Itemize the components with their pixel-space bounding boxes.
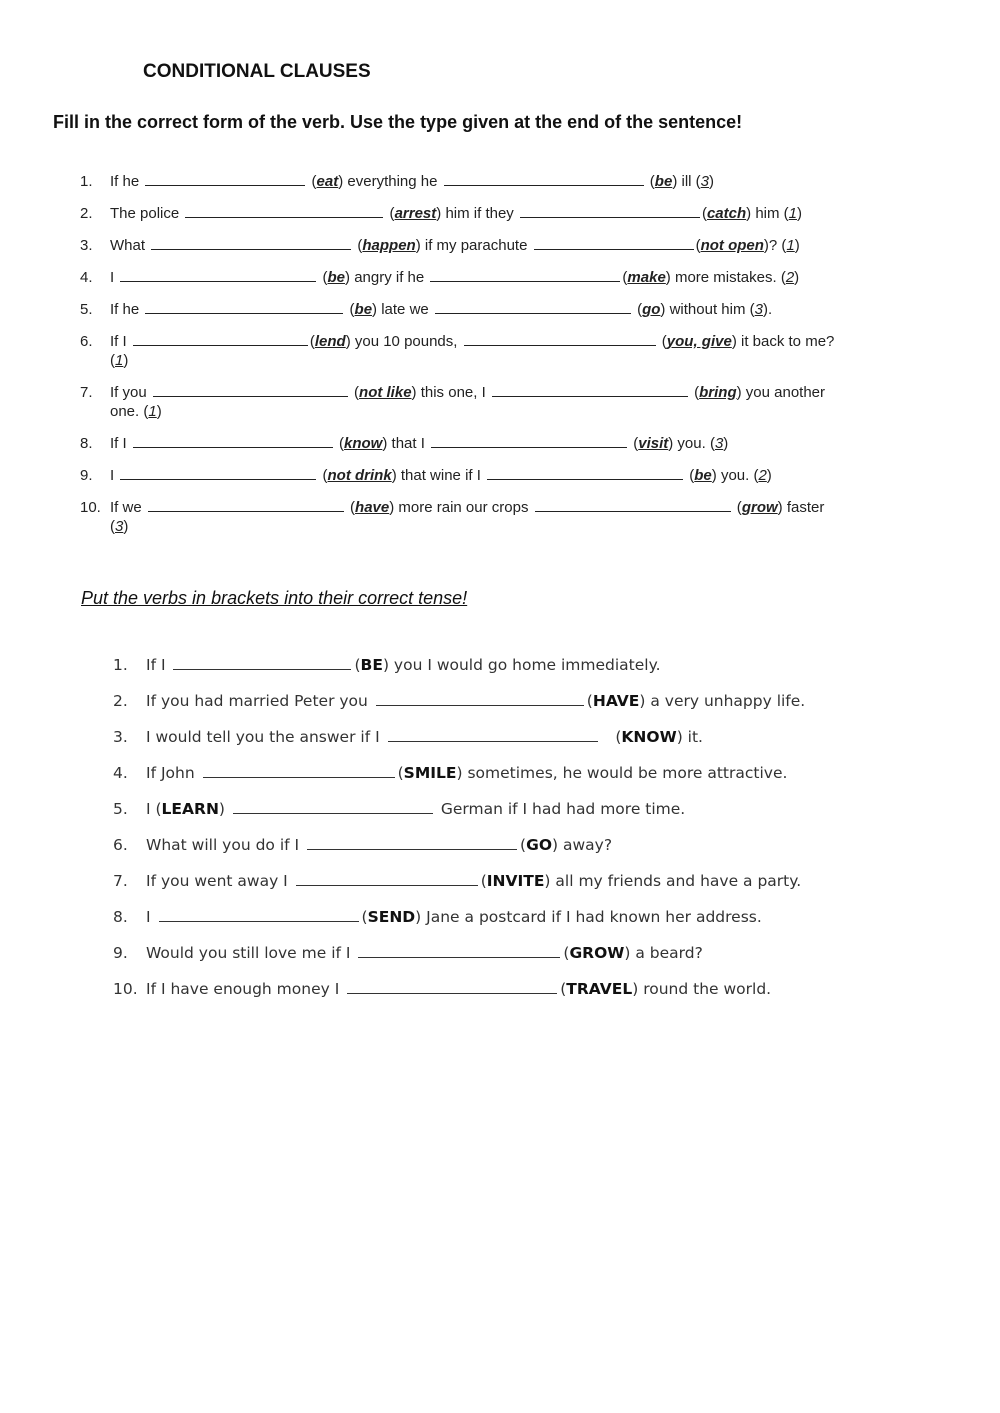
verb-hint: grow — [741, 499, 778, 516]
verb-hint: KNOW — [621, 728, 677, 746]
item-text: ill ( — [681, 173, 701, 190]
answer-blank[interactable] — [534, 236, 694, 250]
verb-hint: HAVE — [592, 692, 640, 710]
exercise-1-item: 8. If I (know) that I (visit) you. (3) — [80, 435, 729, 452]
item-number: 3. — [113, 728, 128, 746]
item-text: faster ( — [110, 499, 825, 535]
verb-hint: TRAVEL — [566, 980, 633, 998]
answer-blank[interactable] — [151, 236, 351, 250]
answer-blank[interactable] — [120, 268, 316, 282]
exercise-1-item: 10. If we (have) more rain our crops (grow) faster (3) — [80, 499, 825, 535]
verb-hint: BE — [360, 656, 383, 674]
exercise-1-item: 5. If he (be) late we (go) without him (3). — [80, 301, 773, 318]
verb-hint: LEARN — [161, 800, 219, 818]
conditional-type: 2 — [758, 467, 767, 484]
item-number: 2. — [113, 692, 128, 710]
item-number: 8. — [113, 908, 128, 926]
item-text: a beard? — [635, 944, 703, 962]
verb-hint: be — [694, 467, 712, 484]
answer-blank[interactable] — [153, 383, 348, 397]
worksheet-title: CONDITIONAL CLAUSES — [143, 61, 371, 82]
item-text: everything he — [347, 173, 438, 190]
item-text: round the world. — [643, 980, 772, 998]
verb-hint: not like — [359, 384, 412, 401]
item-text: ) — [794, 237, 800, 254]
item-text: you another one. ( — [110, 384, 826, 420]
answer-blank[interactable] — [520, 204, 700, 218]
conditional-type: 3 — [115, 518, 124, 535]
conditional-type: 1 — [115, 352, 124, 369]
item-number: 4. — [80, 269, 93, 286]
conditional-type: 3 — [700, 173, 709, 190]
answer-blank[interactable] — [358, 943, 560, 958]
item-text: without him ( — [669, 301, 755, 318]
item-text: If I — [110, 333, 127, 350]
item-text: I — [146, 908, 151, 926]
item-text: ) — [156, 403, 162, 420]
item-text: a very unhappy life. — [650, 692, 806, 710]
item-text: him if they — [445, 205, 514, 222]
exercise-2-item: 6. What will you do if I (GO) away? — [113, 833, 833, 869]
answer-blank[interactable] — [435, 300, 631, 314]
item-text: If I — [146, 656, 166, 674]
item-text: I ( — [146, 800, 162, 818]
verb-hint: bring — [699, 384, 737, 401]
exercise-1-item: 9. I (not drink) that wine if I (be) you. (2) — [80, 467, 772, 484]
item-number: 7. — [80, 384, 93, 401]
answer-blank[interactable] — [148, 498, 344, 512]
answer-blank[interactable] — [173, 655, 351, 670]
conditional-type: 3 — [754, 301, 763, 318]
exercise-2-item: 8. I (SEND) Jane a postcard if I had known her address. — [113, 905, 833, 941]
answer-blank[interactable] — [444, 172, 644, 186]
item-text: all my friends and have a party. — [555, 872, 802, 890]
item-text: it. — [687, 728, 703, 746]
item-text: him ( — [755, 205, 789, 222]
exercise-2-item: 2. If you had married Peter you (HAVE) a very unhappy life. — [113, 689, 833, 725]
item-number: 6. — [113, 836, 128, 854]
exercise-2-item: 7. If you went away I (INVITE) all my friends and have a party. — [113, 869, 833, 905]
verb-hint: happen — [362, 237, 416, 254]
item-text: angry if he — [354, 269, 425, 286]
item-text: sometimes, he would be more attractive. — [467, 764, 788, 782]
item-number: 1. — [80, 173, 93, 190]
verb-hint: GO — [526, 836, 552, 854]
answer-blank[interactable] — [159, 907, 359, 922]
item-text: ). — [762, 301, 773, 318]
answer-blank[interactable] — [431, 434, 627, 448]
item-text: that wine if I — [400, 467, 481, 484]
item-text: ) — [797, 205, 803, 222]
answer-blank[interactable] — [464, 332, 656, 346]
item-text: )? ( — [763, 237, 787, 254]
item-text: German if I had had more time. — [440, 800, 686, 818]
verb-hint: GROW — [569, 944, 625, 962]
answer-blank[interactable] — [296, 871, 478, 886]
item-text: ) — [123, 352, 129, 369]
item-number: 6. — [80, 333, 93, 350]
item-text: ) — [794, 269, 800, 286]
item-text: If he — [110, 301, 140, 318]
item-number: 5. — [80, 301, 93, 318]
verb-hint: SMILE — [403, 764, 457, 782]
item-text: If you went away I — [146, 872, 288, 890]
verb-hint: make — [627, 269, 666, 286]
item-text: The police — [110, 205, 180, 222]
answer-blank[interactable] — [133, 332, 308, 346]
instructions: Fill in the correct form of the verb. Use the type given at the end of the sentence! — [53, 112, 743, 132]
exercise-1-item: 1. If he (eat) everything he (be) ill (3) — [80, 173, 714, 190]
verb-hint: be — [654, 173, 673, 190]
item-number: 1. — [113, 656, 128, 674]
item-text: Would you still love me if I — [146, 944, 351, 962]
item-text: you. ( — [720, 467, 759, 484]
item-text: ) — [766, 467, 772, 484]
verb-hint: catch — [706, 205, 747, 222]
answer-blank[interactable] — [388, 727, 598, 742]
answer-blank[interactable] — [145, 300, 343, 314]
item-text: ) — [123, 518, 129, 535]
answer-blank[interactable] — [307, 835, 517, 850]
item-number: 4. — [113, 764, 128, 782]
exercise-1-item: 3. What (happen) if my parachute (not open)? (1) — [80, 237, 800, 254]
item-number: 5. — [113, 800, 128, 818]
item-text: Jane a postcard if I had known her address. — [426, 908, 762, 926]
exercise-1 — [80, 172, 840, 549]
item-text: What will you do if I — [146, 836, 300, 854]
item-number: 7. — [113, 872, 128, 890]
exercise-1-item: 2. The police (arrest) him if they (catch) him (1) — [80, 205, 803, 222]
conditional-type: 1 — [788, 205, 798, 222]
conditional-type: 1 — [148, 403, 157, 420]
answer-blank[interactable] — [233, 799, 433, 814]
verb-hint: you, give — [666, 333, 732, 350]
verb-hint: SEND — [367, 908, 416, 926]
item-number: 10. — [113, 980, 138, 998]
exercise-1-item: 6. If I (lend) you 10 pounds, (you, give) it back to me? (1) — [80, 333, 835, 369]
verb-hint: know — [344, 435, 383, 452]
item-number: 8. — [80, 435, 93, 452]
item-text: I — [110, 467, 115, 484]
exercise-2-item: 1. If I (BE) you I would go home immediately. — [113, 653, 833, 689]
item-text: If you had married Peter you — [146, 692, 368, 710]
exercise-1-item: 4. I (be) angry if he (make) more mistakes. (2) — [80, 269, 800, 286]
item-text: I — [110, 269, 115, 286]
conditional-type: 1 — [786, 237, 795, 254]
item-text: I would tell you the answer if I — [146, 728, 380, 746]
verb-hint: be — [354, 301, 373, 318]
item-text: If he — [110, 173, 140, 190]
item-text: If I — [110, 435, 127, 452]
verb-hint: visit — [638, 435, 669, 452]
item-number: 3. — [80, 237, 93, 254]
item-text: this one, I — [420, 384, 486, 401]
conditional-type: 2 — [785, 269, 795, 286]
verb-hint: lend — [314, 333, 346, 350]
item-text: If we — [110, 499, 142, 516]
exercise-2 — [113, 653, 833, 1013]
verb-hint: go — [642, 301, 661, 318]
verb-hint: be — [327, 269, 346, 286]
item-text: ) — [709, 173, 714, 190]
answer-blank[interactable] — [535, 498, 731, 512]
item-number: 9. — [113, 944, 128, 962]
answer-blank[interactable] — [430, 268, 620, 282]
verb-hint: not open — [700, 237, 764, 254]
item-number: 10. — [80, 499, 101, 516]
answer-blank[interactable] — [376, 691, 584, 706]
item-text: it back to me? ( — [110, 333, 835, 369]
exercise-2-item: 3. I would tell you the answer if I (KNOW) it. — [113, 725, 833, 761]
item-text: more mistakes. ( — [674, 269, 786, 286]
answer-blank[interactable] — [120, 466, 316, 480]
item-number: 2. — [80, 205, 93, 222]
item-text: If you — [110, 384, 147, 401]
exercise-2-item: 10. If I have enough money I (TRAVEL) round the world. — [113, 977, 833, 1013]
item-text: late we — [381, 301, 429, 318]
verb-hint: have — [355, 499, 390, 516]
item-text: more rain our crops — [398, 499, 529, 516]
exercise-1-item: 7. If you (not like) this one, I (bring) you another one. (1) — [80, 384, 826, 420]
verb-hint: INVITE — [486, 872, 545, 890]
section-2-heading: Put the verbs in brackets into their correct tense! — [81, 588, 468, 608]
exercise-2-item: 4. If John (SMILE) sometimes, he would be more attractive. — [113, 761, 833, 797]
item-text: If I have enough money I — [146, 980, 340, 998]
exercise-2-item: 5. I (LEARN) German if I had had more time. — [113, 797, 833, 833]
item-text: If John — [146, 764, 195, 782]
item-text: that I — [391, 435, 425, 452]
verb-hint: eat — [316, 173, 339, 190]
answer-blank[interactable] — [492, 383, 688, 397]
item-number: 9. — [80, 467, 93, 484]
item-text: you I would go home immediately. — [393, 656, 661, 674]
exercise-2-item: 9. Would you still love me if I (GROW) a beard? — [113, 941, 833, 977]
answer-blank[interactable] — [347, 979, 557, 994]
item-text: if my parachute — [424, 237, 528, 254]
item-text: away? — [562, 836, 613, 854]
item-text: ) — [723, 435, 729, 452]
verb-hint: not drink — [327, 467, 392, 484]
item-text: you 10 pounds, — [354, 333, 458, 350]
answer-blank[interactable] — [133, 434, 333, 448]
conditional-type: 3 — [714, 435, 724, 452]
item-text: you. ( — [677, 435, 715, 452]
answer-blank[interactable] — [185, 204, 383, 218]
item-text: What — [110, 237, 146, 254]
answer-blank[interactable] — [487, 466, 683, 480]
answer-blank[interactable] — [203, 763, 395, 778]
answer-blank[interactable] — [145, 172, 305, 186]
verb-hint: arrest — [394, 205, 437, 222]
